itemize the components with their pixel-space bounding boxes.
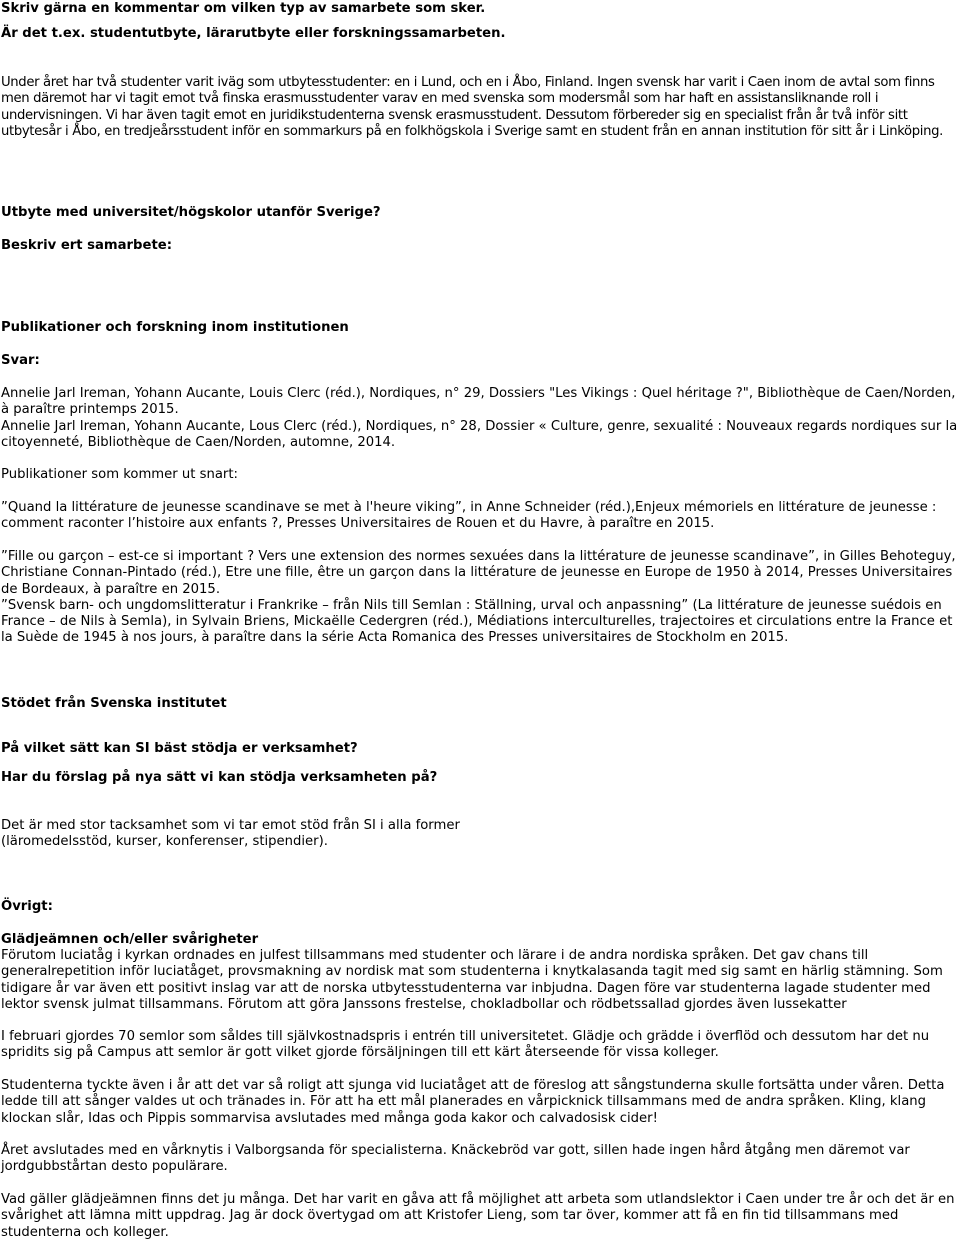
other-heading: Övrigt: — [1, 899, 53, 914]
upcoming-publication-1: ”Quand la littérature de jeunesse scandinave se met à l'heure viking”, in Anne Schneider (réd.),Enjeux mémoriels en littérature de jeunesse : comment raconter l’histoire aux enfants ?, Presses Universitaires de Rouen et du Havre, à paraître en 2015. — [1, 500, 937, 532]
describe-collaboration-label: Beskriv ert samarbete: — [1, 238, 172, 253]
other-paragraph-2: I februari gjordes 70 semlor som såldes till självkostnadspris i entrén till universitetet. Glädje och grädde i överflöd och dessutom har det nu spridits sig på Campus att semlor är gott vilket gjorde försäljningen till ett kärt återseende för vissa kolleger. — [1, 1029, 930, 1061]
other-paragraph-1: Förutom luciatåg i kyrkan ordnades en julfest tillsammans med studenter och lärare i de andra nordiska språken. Det gav chans till generalrepetition inför luciatåget, provsmakning av nordisk mat som studenterna i knytkalasanda tagit med sig samt en härlig stämning. Som tidigare år var även ett positivt inslag var att de norska utbytesstudenterna var inbjudna. Dagen före var studenterna lagade studenter med lektor svensk julmat tillsammans. Förutom att göra Janssons frestelse, chokladbollar och rödbetssallad gjordes även lussekatter — [1, 948, 943, 1012]
intro-line-1: Skriv gärna en kommentar om vilken typ av samarbete som sker. — [1, 1, 486, 16]
answer-label: Svar: — [1, 353, 40, 368]
other-paragraph-3: Studenterna tyckte även i år att det var så roligt att sjunga vid luciatåget att de föreslog att sångstunderna skulle fortsätta under våren. Detta ledde till att sånger valdes ut och tränades in. För att ha ett mål planerades en vårpicknick tillsammans med de andra språken. Kling, klang klockan slår, Idas och Pippis sommarvisa avslutades med många goda kakor och calvadosisk cider! — [1, 1078, 945, 1126]
intro-line-2: Är det t.ex. studentutbyte, lärarutbyte eller forskningssamarbeten. — [1, 26, 506, 41]
upcoming-publication-2: ”Fille ou garçon – est-ce si important ? Vers une extension des normes sexuées dans la littérature de jeunesse scandinave”, in Gilles Behoteguy, Christiane Connan-Pintado (réd.), Etre une fille, être un garçon dans la littérature de jeunesse en Europe de 1950 à 2014, Presses Universitaires de Bordeaux, à paraître en 2015. ”Svensk barn- och ungdomslitteratur i Frankrike – från Nils till Semlan : Ställning, urval och anpassning” (La littérature de jeunesse suédois en France – de Nils à Semla), in Sylvain Briens, Mickaëlle Cedergren (réd.), Médiations interculturelles, trajectoires et circulations entre la France et la Suède de 1945 à nos jours, à paraître dans la série Acta Romanica des Presses universitaires de Stockholm en 2015. — [1, 549, 956, 646]
si-support-answer: Det är med stor tacksamhet som vi tar emot stöd från SI i alla former (läromedelsstöd, kurser, konferenser, stipendier). — [1, 818, 460, 850]
other-paragraph-4: Året avslutades med en vårknytis i Valborgsanda för specialisterna. Knäckebröd var gott, sillen hade ingen hård åtgång men däremot var jordgubbstårtan desto populärare. — [1, 1143, 910, 1175]
si-question-2: Har du förslag på nya sätt vi kan stödja verksamheten på? — [1, 770, 438, 785]
exchange-paragraph: Under året har två studenter varit iväg som utbytesstudenter: en i Lund, och en i Åbo, Finland. Ingen svensk har varit i Caen inom de avtal som finns men däremot har vi tagit emot två finska erasmusstudenter varav en med svenska som modersmål som har haft en assistansliknande roll i undervisningen. Vi har även tagit emot en juridikstudenterna svensk erasmusstudent. Dessutom förbereder sig en specialist från år två inför sitt utbytesår i Åbo, en tredjeårsstudent inför en sommarkurs på en folkhögskola i Sverige samt en student från en annan institution för sitt år i Linköping. — [1, 75, 943, 139]
si-question-1: På vilket sätt kan SI bäst stödja er verksamhet? — [1, 741, 358, 756]
publications-list: Annelie Jarl Ireman, Yohann Aucante, Louis Clerc (réd.), Nordiques, n° 29, Dossiers "Les Vikings : Quel héritage ?", Bibliothèque de Caen/Norden, à paraître printemps 2015. Annelie Jarl Ireman, Yohann Aucante, Lous Clerc (réd.), Nordiques, n° 28, Dossier « Culture, genre, sexualité : Nouveaux regards nordiques sur la citoyenneté, Bibliothèque de Caen/Norden, automne, 2014. — [1, 386, 958, 450]
si-support-heading: Stödet från Svenska institutet — [1, 696, 227, 711]
publications-heading: Publikationer och forskning inom institutionen — [1, 320, 349, 335]
other-subheading: Glädjeämnen och/eller svårigheter — [1, 932, 259, 947]
exchange-abroad-question: Utbyte med universitet/högskolor utanför Sverige? — [1, 205, 381, 220]
other-paragraph-5: Vad gäller glädjeämnen finns det ju många. Det har varit en gåva att få möjlighet att arbeta som utlandslektor i Caen under tre år och det är en svårighet att lämna mitt uppdrag. Jag är dock övertygad om att Kristofer Lieng, som tar över, kommer att få en fin tid tillsammans med studenterna och kolleger. — [1, 1192, 955, 1240]
upcoming-publications-label: Publikationer som kommer ut snart: — [1, 467, 238, 482]
